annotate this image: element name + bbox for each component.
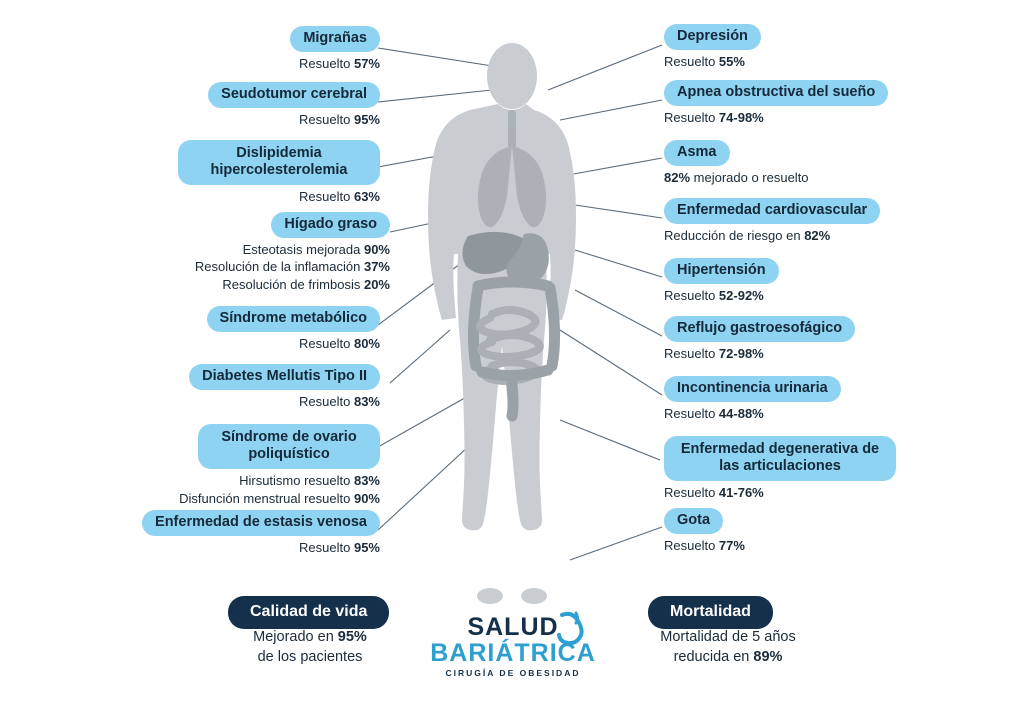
callout-dislipidemia[interactable] [20, 140, 380, 206]
callout-estasis-venosa[interactable] [10, 510, 380, 556]
callout-enfermedad-degenerativa[interactable] [664, 436, 1004, 502]
callout-detail: Resuelto 95% [299, 540, 380, 556]
callout-detail: Resuelto 80% [299, 336, 380, 352]
callout-reflujo-gastroesofagico[interactable] [664, 316, 1012, 362]
callout-detail: Resuelto 95% [299, 112, 380, 128]
callout-higado-graso[interactable] [20, 212, 390, 293]
callout-detail: Reducción de riesgo en 82% [664, 228, 831, 244]
callout-label: Hígado graso [271, 212, 390, 238]
callout-label: Depresión [664, 24, 761, 50]
logo-line-3: CIRUGÍA DE OBESIDAD [445, 668, 581, 679]
callout-label: Diabetes Mellutis Tipo II [189, 364, 380, 390]
callout-apnea-obstructiva[interactable] [664, 80, 1012, 126]
callout-sindrome-metabolico[interactable] [20, 306, 380, 352]
callout-detail: Resuelto 55% [664, 54, 745, 70]
callout-incontinencia-urinaria[interactable] [664, 376, 1004, 422]
callout-gota[interactable] [664, 508, 1004, 554]
logo-line-1: SALUD [467, 613, 559, 641]
callout-detail: Resuelto 41-76% [664, 485, 764, 501]
callout-label: Reflujo gastroesofágico [664, 316, 855, 342]
callout-sindrome-ovario-poliquistico[interactable] [10, 424, 380, 507]
callout-detail: Resuelto 83% [299, 394, 380, 410]
callout-label: Enfermedad de estasis venosa [142, 510, 380, 536]
callout-label: Gota [664, 508, 723, 534]
callout-label: Dislipidemia hipercolesterolemia [178, 140, 380, 185]
callout-hipertension[interactable] [664, 258, 1004, 304]
logo-line-2: BARIÁTRICA [430, 639, 596, 667]
callout-depresion[interactable] [664, 24, 1004, 70]
callout-seudotumor-cerebral[interactable] [20, 82, 380, 128]
callout-detail: Resuelto 74-98% [664, 110, 764, 126]
summary-mortalidad-detail: Mortalidad de 5 años reducida en 89% [660, 629, 796, 665]
callout-label: Apnea obstructiva del sueño [664, 80, 888, 106]
callout-diabetes-mellitus-tipo-2[interactable] [10, 364, 380, 410]
callout-detail: Resuelto 52-92% [664, 288, 764, 304]
callout-label: Incontinencia urinaria [664, 376, 841, 402]
summary-mortalidad-label: Mortalidad [648, 596, 773, 629]
callout-label: Síndrome metabólico [207, 306, 380, 332]
callout-label: Enfermedad degenerativa de las articulaciones [664, 436, 896, 481]
brand-logo[interactable] [428, 615, 598, 678]
callout-label: Síndrome de ovario poliquístico [198, 424, 380, 469]
callout-detail: Esteotasis mejorada 90% Resolución de la inflamación 37% Resolución de frimbosis 20% [194, 242, 390, 292]
callout-enfermedad-cardiovascular[interactable] [664, 198, 1012, 244]
human-body-silhouette [412, 40, 612, 610]
summary-calidad-de-vida-label: Calidad de vida [228, 596, 389, 629]
stomach-icon [556, 611, 590, 647]
callout-label: Hipertensión [664, 258, 779, 284]
callout-label: Enfermedad cardiovascular [664, 198, 880, 224]
callout-detail: Resuelto 72-98% [664, 346, 764, 362]
callout-label: Asma [664, 140, 730, 166]
callout-label: Seudotumor cerebral [208, 82, 380, 108]
callout-detail: Hirsutismo resuelto 83% Disfunción menstrual resuelto 90% [179, 473, 380, 506]
callout-label: Migrañas [290, 26, 380, 52]
callout-migranas[interactable] [40, 26, 380, 72]
callout-detail: 82% mejorado o resuelto [664, 170, 809, 186]
callout-detail: Resuelto 63% [299, 189, 380, 205]
summary-calidad-de-vida-detail: Mejorado en 95% de los pacientes [253, 629, 367, 665]
callout-asma[interactable] [664, 140, 1004, 186]
callout-detail: Resuelto 57% [299, 56, 380, 72]
callout-detail: Resuelto 44-88% [664, 406, 764, 422]
callout-detail: Resuelto 77% [664, 538, 745, 554]
